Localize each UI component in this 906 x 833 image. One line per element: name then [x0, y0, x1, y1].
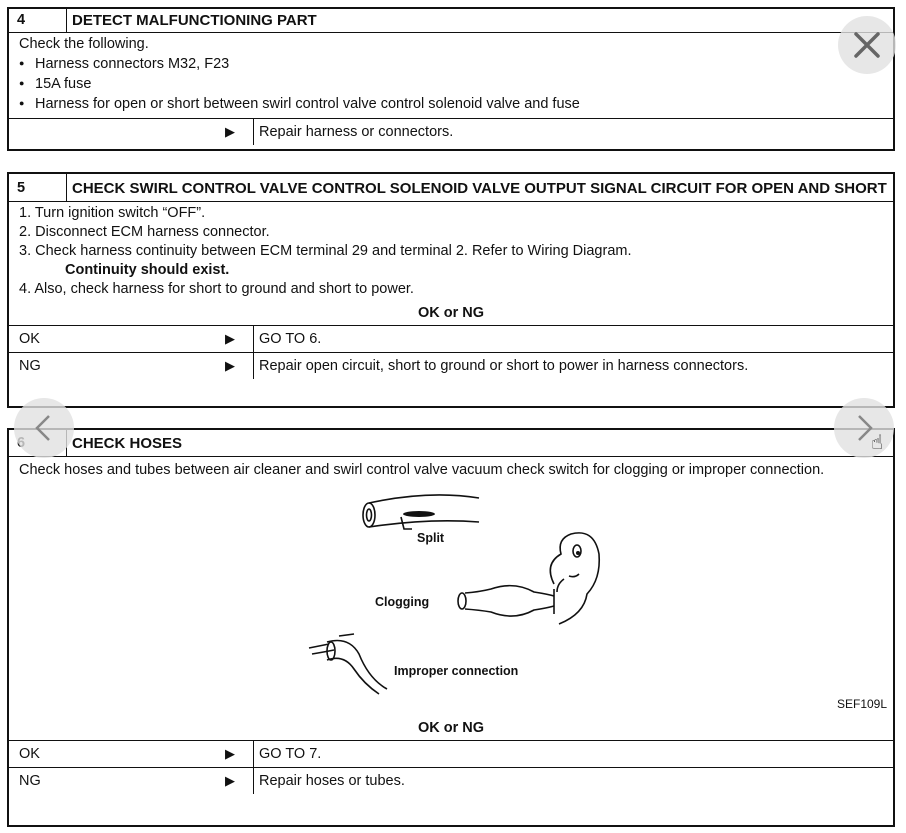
ng-row [9, 352, 893, 379]
ng-result: Repair open circuit, short to ground or short to power in harness connectors. [253, 353, 893, 379]
step-4-header [9, 9, 893, 33]
improper-connection-label: Improper connection [394, 664, 519, 678]
arrow-icon: ▶ [225, 358, 235, 373]
bullet-item: ● Harness for open or short between swirl control valve control solenoid valve and fuse [19, 94, 883, 114]
instruction-line: 1. Turn ignition switch “OFF”. [19, 205, 206, 221]
ok-label: OK [19, 746, 40, 762]
split-label: Split [417, 531, 445, 545]
step-4-body [9, 33, 893, 118]
hose-illustration [9, 484, 893, 714]
arrow-icon: ▶ [225, 746, 235, 761]
result-row [9, 118, 893, 145]
step-number: 5 [9, 174, 67, 201]
ok-row [9, 325, 893, 352]
ok-result: GO TO 7. [253, 741, 893, 767]
ok-result: GO TO 6. [253, 326, 893, 352]
step-5-body [9, 202, 893, 303]
hand-pointer-icon: ☝ [871, 432, 884, 454]
ng-label: NG [19, 773, 41, 789]
instruction-text: Check hoses and tubes between air cleaner and swirl control valve vacuum check switch for clogging or improper connection. [19, 462, 825, 478]
result-text: Repair harness or connectors. [253, 119, 893, 145]
close-icon [852, 30, 882, 60]
close-button[interactable] [838, 16, 896, 74]
step-6-header [9, 430, 893, 457]
ok-or-ng-heading: OK or NG [417, 720, 485, 736]
bullet-item: ● 15A fuse [19, 74, 883, 94]
instruction-line: 3. Check harness continuity between ECM terminal 29 and terminal 2. Refer to Wiring Diagram. [19, 243, 632, 259]
bullet-item: ● Harness connectors M32, F23 [19, 54, 883, 74]
chevron-left-icon [31, 413, 57, 443]
arrow-icon: ▶ [225, 124, 235, 139]
instruction-line: 4. Also, check harness for short to ground and short to power. [19, 281, 414, 297]
step-title: CHECK HOSES [72, 435, 183, 452]
step-title: CHECK SWIRL CONTROL VALVE CONTROL SOLENOID VALVE OUTPUT SIGNAL CIRCUIT FOR OPEN AND SHORT [72, 180, 887, 197]
ng-result: Repair hoses or tubes. [253, 768, 893, 794]
step-5-header [9, 174, 893, 202]
emphasis-text: Continuity should exist. [65, 262, 230, 278]
ng-row [9, 767, 893, 794]
ok-row [9, 740, 893, 767]
ok-label: OK [19, 331, 40, 347]
next-page-button[interactable] [834, 398, 894, 458]
instruction-line: 2. Disconnect ECM harness connector. [19, 224, 270, 240]
step-number: 4 [9, 9, 67, 32]
ok-or-ng-heading: OK or NG [417, 305, 485, 321]
clogging-label: Clogging [375, 595, 430, 609]
hose-diagram [9, 484, 893, 714]
intro-text: Check the following. [19, 36, 149, 52]
step-4-block [7, 7, 895, 151]
step-title: DETECT MALFUNCTIONING PART [72, 12, 317, 29]
figure-code: SEF109L [837, 697, 888, 711]
step-5-block [7, 172, 895, 408]
step-6-body [9, 457, 893, 484]
step-6-block [7, 428, 895, 827]
ng-label: NG [19, 358, 41, 374]
previous-page-button[interactable] [14, 398, 74, 458]
arrow-icon: ▶ [225, 773, 235, 788]
arrow-icon: ▶ [225, 331, 235, 346]
